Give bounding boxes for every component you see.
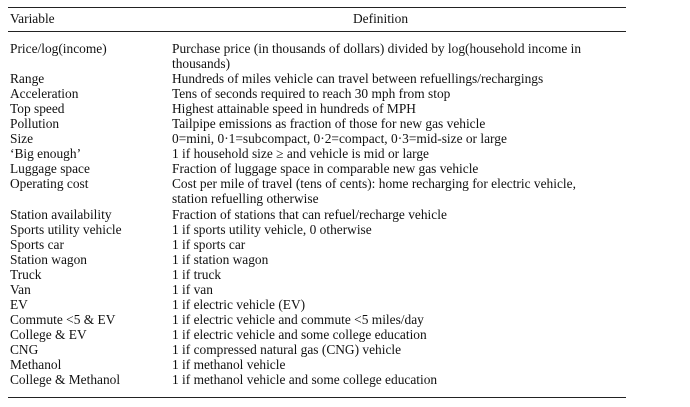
variable-cell: College & EV	[10, 326, 87, 342]
variable-cell: Sports car	[10, 236, 64, 252]
variable-cell: Price/log(income)	[10, 41, 107, 56]
definition-cell	[172, 207, 628, 222]
header-definition: Definition	[353, 11, 409, 26]
table-row	[8, 131, 628, 146]
table-body	[8, 41, 628, 387]
definition-cell	[172, 146, 628, 161]
table-row	[8, 372, 628, 387]
variable-cell: Methanol	[10, 356, 62, 372]
variable-cell: Van	[10, 281, 31, 297]
variable-cell: College & Methanol	[10, 372, 121, 388]
definition-line: station refuelling otherwise	[172, 191, 319, 207]
definition-cell	[172, 41, 628, 71]
table-row	[8, 327, 628, 342]
definition-cell	[172, 297, 628, 312]
definition-line: 1 if household size ≥ and vehicle is mid or large	[172, 146, 429, 162]
definition-line: 1 if station wagon	[172, 251, 269, 267]
table-row	[8, 312, 628, 327]
definition-cell	[172, 327, 628, 342]
header-variable: Variable	[10, 11, 55, 26]
variable-cell: Commute <5 & EV	[10, 311, 116, 327]
definition-cell	[172, 237, 628, 252]
definition-cell	[172, 222, 628, 237]
variable-cell: Size	[10, 131, 34, 147]
table-row	[8, 222, 628, 237]
definition-cell	[172, 101, 628, 116]
variable-cell: Sports utility vehicle	[10, 221, 122, 237]
table-row	[8, 342, 628, 357]
table-row	[8, 282, 628, 297]
definition-line: 1 if compressed natural gas (CNG) vehicle	[172, 341, 402, 357]
definition-cell	[172, 116, 628, 131]
table-row	[8, 176, 628, 206]
table-header-rule	[8, 31, 626, 32]
table-row	[8, 252, 628, 267]
definition-line: 1 if sports utility vehicle, 0 otherwise	[172, 221, 372, 237]
definition-cell	[172, 372, 628, 387]
definition-line: 1 if electric vehicle and some college education	[172, 326, 427, 342]
definition-line: 1 if van	[172, 281, 213, 297]
variable-cell: Pollution	[10, 116, 60, 132]
table-row	[8, 207, 628, 222]
variable-cell: ‘Big enough’	[10, 146, 82, 162]
definition-line: 1 if electric vehicle and commute <5 miles/day	[172, 311, 424, 327]
definition-line: Cost per mile of travel (tens of cents): home recharging for electric vehicle,	[172, 176, 576, 192]
definition-line: Tens of seconds required to reach 30 mph from stop	[172, 86, 451, 102]
variable-cell: CNG	[10, 341, 39, 357]
variable-cell: Station wagon	[10, 251, 87, 267]
variable-cell: Truck	[10, 266, 42, 282]
definition-cell	[172, 267, 628, 282]
variable-cell: Range	[10, 71, 45, 87]
variable-cell: Station availability	[10, 206, 112, 222]
definition-line: Highest attainable speed in hundreds of MPH	[172, 101, 416, 117]
table-row	[8, 146, 628, 161]
table-row	[8, 101, 628, 116]
definition-line: 1 if methanol vehicle	[172, 356, 286, 372]
definition-line: Fraction of luggage space in comparable new gas vehicle	[172, 161, 479, 177]
definition-line: thousands)	[172, 56, 231, 72]
definition-cell	[172, 176, 628, 206]
variable-cell: Operating cost	[10, 176, 89, 192]
variable-cell: Acceleration	[10, 86, 79, 102]
definition-line: Hundreds of miles vehicle can travel between refuellings/rechargings	[172, 71, 544, 87]
table-row	[8, 267, 628, 282]
table-header	[8, 11, 626, 29]
definition-line: 1 if methanol vehicle and some college education	[172, 372, 438, 388]
definition-cell	[172, 252, 628, 267]
definition-line: Purchase price (in thousands of dollars) divided by log(household income in	[172, 41, 582, 56]
definition-line: Fraction of stations that can refuel/recharge vehicle	[172, 206, 447, 222]
variable-cell: Top speed	[10, 101, 65, 117]
table-row	[8, 297, 628, 312]
definition-cell	[172, 312, 628, 327]
definition-line: 1 if sports car	[172, 236, 246, 252]
definition-cell	[172, 342, 628, 357]
definition-cell	[172, 131, 628, 146]
definition-line: Tailpipe emissions as fraction of those for new gas vehicle	[172, 116, 486, 132]
definition-cell	[172, 161, 628, 176]
table-row	[8, 86, 628, 101]
table-row	[8, 161, 628, 176]
definition-cell	[172, 86, 628, 101]
table-row	[8, 41, 628, 71]
definition-line: 0=mini, 0·1=subcompact, 0·2=compact, 0·3=mid-size or large	[172, 131, 507, 147]
definition-line: 1 if truck	[172, 266, 222, 282]
table-bottom-rule	[8, 397, 626, 398]
table-row	[8, 116, 628, 131]
table-row	[8, 71, 628, 86]
definition-cell	[172, 357, 628, 372]
table-row	[8, 237, 628, 252]
variable-cell: Luggage space	[10, 161, 90, 177]
table-row	[8, 357, 628, 372]
definition-line: 1 if electric vehicle (EV)	[172, 296, 306, 312]
definition-cell	[172, 71, 628, 86]
definition-cell	[172, 282, 628, 297]
variable-cell: EV	[10, 296, 28, 312]
table-top-rule	[8, 7, 626, 8]
